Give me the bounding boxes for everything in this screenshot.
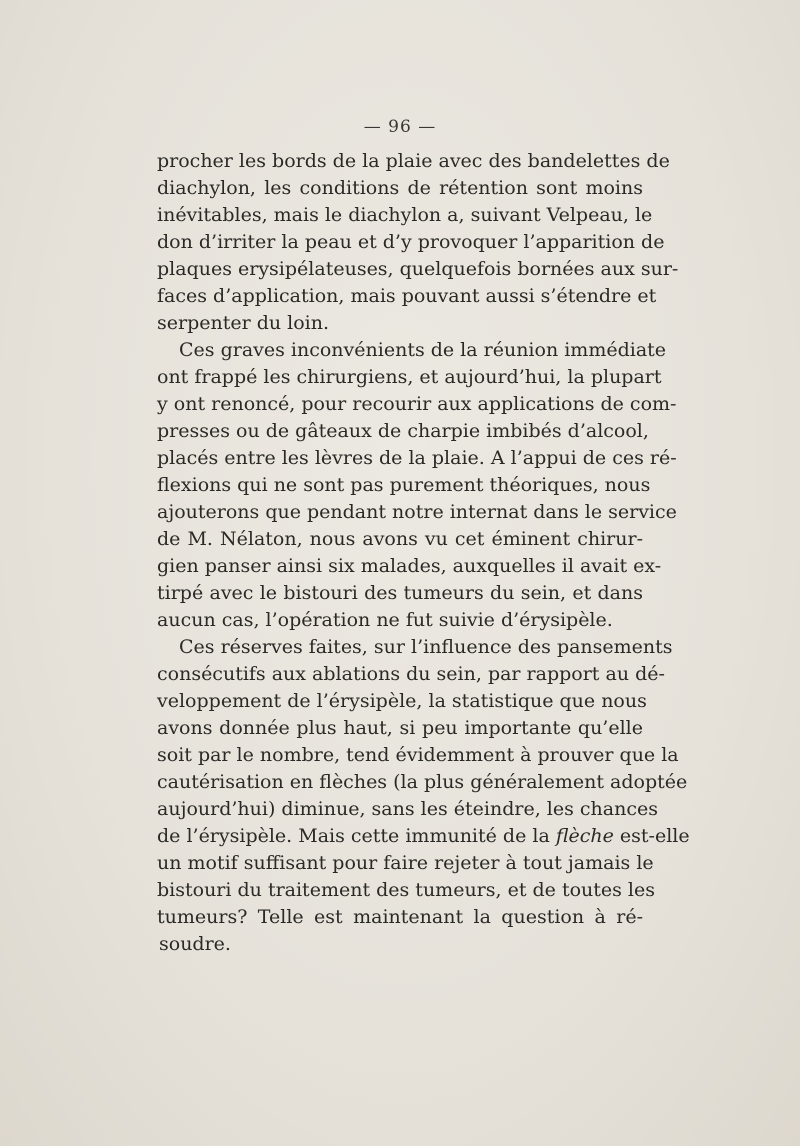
body-text [157,148,690,958]
text-line: bistouri du traitement des tumeurs, et de toutes les [157,879,656,901]
text-line: procher les bords de la plaie avec des bandelettes de [157,150,670,172]
text-line: don d’irriter la peau et d’y provoquer l’apparition de [157,231,665,253]
text-line: plaques erysipélateuses, quelquefois bornées aux sur- [157,258,679,280]
text-fragment: de l’érysipèle. Mais cette immunité de la [157,825,550,847]
text-line: soudre. [159,933,231,955]
paragraph-start-line: Ces graves inconvénients de la réunion immédiate [179,339,667,361]
text-line: avons donnée plus haut, si peu importante qu’elle [157,717,643,739]
text-line: aucun cas, l’opération ne fut suivie d’érysipèle. [157,609,613,631]
text-line: inévitables, mais le diachylon a, suivant Velpeau, le [157,204,653,226]
text-line: faces d’application, mais pouvant aussi s’étendre et [157,285,657,307]
text-line: soit par le nombre, tend évidemment à prouver que la [157,744,679,766]
text-line: gien panser ainsi six malades, auxquelles il avait ex- [157,555,662,577]
page-number: — 96 — [363,117,437,137]
text-line: aujourd’hui) diminue, sans les éteindre, les chances [157,798,658,820]
text-line: tumeurs? Telle est maintenant la question à ré- [157,906,643,928]
text-line: y ont renoncé, pour recourir aux applications de com- [157,393,677,415]
text-line: diachylon, les conditions de rétention sont moins [157,177,643,199]
italic-word: flèche [555,825,614,847]
text-line [157,823,690,850]
text-line: serpenter du loin. [157,312,330,334]
text-line: un motif suffisant pour faire rejeter à tout jamais le [157,852,654,874]
text-line: veloppement de l’érysipèle, la statistique que nous [157,690,647,712]
text-line: presses ou de gâteaux de charpie imbibés d’alcool, [157,420,649,442]
text-line: flexions qui ne sont pas purement théoriques, nous [157,474,651,496]
text-line: ont frappé les chirurgiens, et aujourd’hui, la plupart [157,366,662,388]
text-line: consécutifs aux ablations du sein, par rapport au dé- [157,663,665,685]
text-line: placés entre les lèvres de la plaie. A l’appui de ces ré- [157,447,677,469]
text-line: de M. Nélaton, nous avons vu cet éminent chirur- [157,528,643,550]
paragraph-start-line: Ces réserves faites, sur l’influence des pansements [179,636,673,658]
text-line: ajouterons que pendant notre internat dans le service [157,501,677,523]
text-line: cautérisation en flèches (la plus généralement adoptée [157,771,688,793]
text-line: tirpé avec le bistouri des tumeurs du sein, et dans [157,582,643,604]
text-fragment: est-elle [619,825,690,847]
